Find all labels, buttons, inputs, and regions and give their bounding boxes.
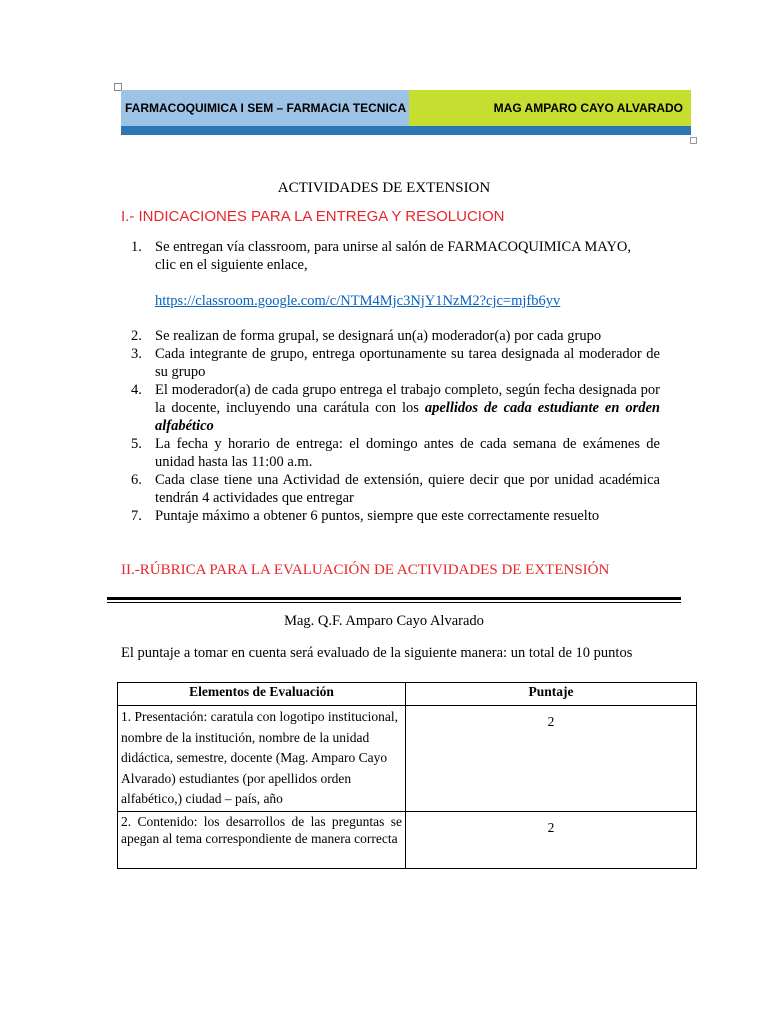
list-number: 7. xyxy=(131,508,142,524)
list-item xyxy=(120,435,660,471)
list-item-text: El moderador(a) de cada grupo entrega el trabajo completo, según fecha designada por la docente, incluyendo una carátula con los xyxy=(155,382,660,416)
list-item xyxy=(120,327,660,345)
header-underline-bar xyxy=(121,126,691,135)
list-number: 3. xyxy=(131,346,142,362)
list-item-text: La fecha y horario de entrega: el domingo antes de cada semana de exámenes de unidad hasta las 11:00 a.m. xyxy=(155,436,660,470)
classroom-link[interactable]: https://classroom.google.com/c/NTM4Mjc3NjY1NzM2?cjc=mjfb6yv xyxy=(155,293,561,309)
divider-thin xyxy=(107,602,681,603)
column-header: Puntaje xyxy=(406,683,697,706)
list-item xyxy=(120,381,660,435)
list-item xyxy=(120,471,660,507)
header-course-title: FARMACOQUIMICA I SEM – FARMACIA TECNICA xyxy=(121,90,409,126)
rubric-table xyxy=(117,682,697,869)
divider-thick xyxy=(107,597,681,600)
list-item-text: Cada integrante de grupo, entrega oportunamente su tarea designada al moderador de su grupo xyxy=(155,346,660,380)
table-row xyxy=(118,811,697,868)
score-cell: 2 xyxy=(406,706,697,812)
instructions-list xyxy=(120,238,660,525)
list-item-text: clic en el siguiente enlace, xyxy=(155,257,308,273)
list-item xyxy=(120,345,660,381)
header-teacher-name: MAG AMPARO CAYO ALVARADO xyxy=(409,90,691,126)
author-line: Mag. Q.F. Amparo Cayo Alvarado xyxy=(284,613,484,629)
section2-heading: II.-RÚBRICA PARA LA EVALUACIÓN DE ACTIVIDADES DE EXTENSIÓN xyxy=(121,562,610,578)
emphasis-text: apellidos de cada estudiante en orden alfabético xyxy=(155,400,660,434)
table-header-row xyxy=(118,683,697,706)
list-number: 6. xyxy=(131,472,142,488)
list-number: 5. xyxy=(131,436,142,452)
list-item-text: Se realizan de forma grupal, se designará un(a) moderador(a) por cada grupo xyxy=(155,328,602,344)
list-number: 4. xyxy=(131,382,142,398)
score-cell: 2 xyxy=(406,811,697,868)
list-item xyxy=(120,238,660,310)
document-header xyxy=(121,90,691,136)
list-item-text: Puntaje máximo a obtener 6 puntos, siempre que este correctamente resuelto xyxy=(155,508,600,524)
column-header: Elementos de Evaluación xyxy=(118,683,406,706)
element-cell: 1. Presentación: caratula con logotipo institucional, nombre de la institución, nombre de la unidad didáctica, semestre, docente (Mag. Amparo Cayo Alvarado) estudiantes (por apellidos orden alfabético,) ciudad – país, año xyxy=(118,706,406,812)
list-number: 2. xyxy=(131,328,142,344)
list-item-text: Cada clase tiene una Actividad de extensión, quiere decir que por unidad académica tendrán 4 actividades que entregar xyxy=(155,472,660,506)
list-item xyxy=(120,507,660,525)
rubric-intro: El puntaje a tomar en cuenta será evaluado de la siguiente manera: un total de 10 puntos xyxy=(121,645,633,661)
list-item-text: Se entregan vía classroom, para unirse al salón de FARMACOQUIMICA MAYO, xyxy=(155,239,632,255)
resize-handle xyxy=(690,137,697,144)
section1-heading: I.- INDICACIONES PARA LA ENTREGA Y RESOLUCION xyxy=(121,208,505,225)
list-number: 1. xyxy=(131,239,142,255)
element-cell: 2. Contenido: los desarrollos de las preguntas se apegan al tema correspondiente de manera correcta xyxy=(118,811,406,868)
page-title: ACTIVIDADES DE EXTENSION xyxy=(277,180,491,196)
table-row xyxy=(118,706,697,812)
